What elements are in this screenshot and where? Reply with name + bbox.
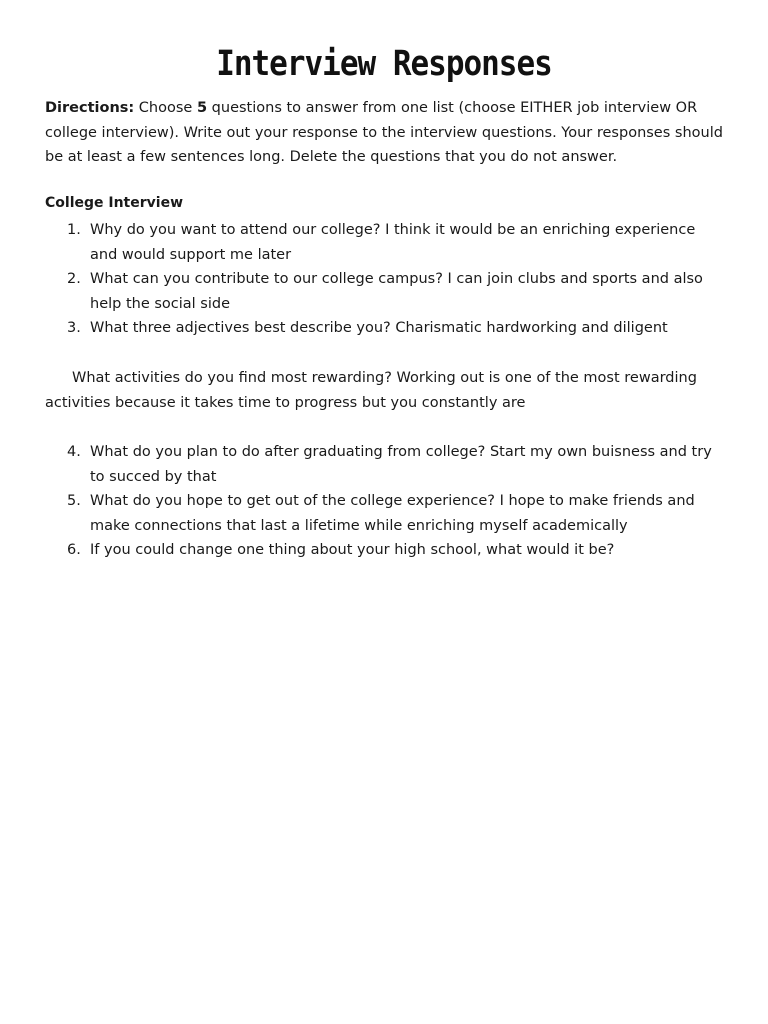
list-item-number: 5. bbox=[67, 493, 81, 509]
list-item bbox=[45, 218, 725, 267]
list-item bbox=[45, 316, 725, 341]
list-item-text: If you could change one thing about your high school, what would it be? bbox=[90, 542, 615, 558]
directions-text-after: questions to answer from one list (choose EITHER job interview OR college interview). Write out your response to the interview questions. Your responses should be at least a few sentences long. Delete the questions that you do not answer. bbox=[45, 100, 723, 165]
list-item-text: What can you contribute to our college campus? I can join clubs and sports and also help the social side bbox=[90, 271, 703, 312]
page-title: Interview Responses bbox=[216, 43, 552, 85]
list-item-number: 6. bbox=[67, 542, 81, 558]
directions-number: 5 bbox=[196, 100, 208, 116]
rewarding-activities-paragraph: What activities do you find most rewarding? Working out is one of the most rewarding activities because it takes time to progress but you constantly are bbox=[45, 370, 697, 411]
list-item bbox=[45, 267, 725, 316]
question-list-first bbox=[45, 218, 725, 341]
list-item bbox=[45, 440, 725, 489]
list-item bbox=[45, 489, 725, 538]
list-item-text: What do you plan to do after graduating from college? Start my own buisness and try to succed by that bbox=[90, 444, 712, 485]
list-item-number: 4. bbox=[67, 444, 81, 460]
list-item bbox=[45, 538, 725, 563]
directions-label: Directions: bbox=[45, 100, 135, 116]
list-item-text: Why do you want to attend our college? I think it would be an enriching experience and would support me later bbox=[90, 222, 696, 263]
list-item-number: 3. bbox=[67, 320, 81, 336]
list-item-number: 2. bbox=[67, 271, 81, 287]
list-item-text: What three adjectives best describe you? Charismatic hardworking and diligent bbox=[90, 320, 668, 336]
directions-paragraph bbox=[45, 96, 725, 170]
list-item-number: 1. bbox=[67, 222, 81, 238]
list-item-text: What do you hope to get out of the college experience? I hope to make friends and make connections that last a lifetime while enriching myself academically bbox=[90, 493, 695, 534]
section-heading-college-interview: College Interview bbox=[45, 195, 183, 211]
directions-text-before: Choose bbox=[134, 100, 197, 116]
question-list-second bbox=[45, 440, 725, 563]
